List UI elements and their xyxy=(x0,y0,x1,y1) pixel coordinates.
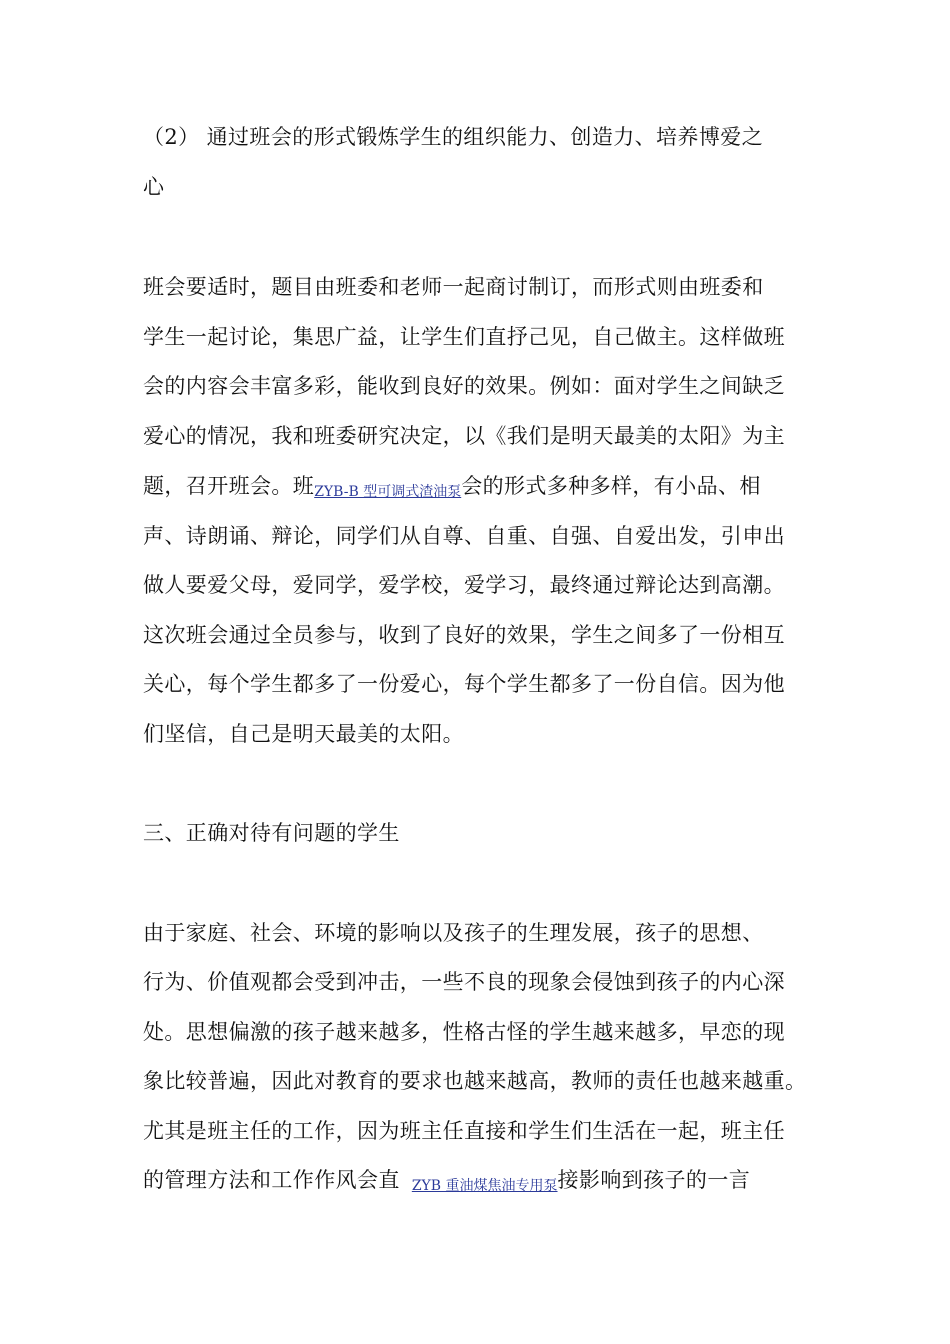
paragraph-heading-line: 心 xyxy=(143,175,165,199)
line-text-after-link: 会的形式多种多样，有小品、相 xyxy=(461,474,761,498)
paragraph-line: 尤其是班主任的工作，因为班主任直接和学生们生活在一起，班主任 xyxy=(143,1119,785,1143)
product-link-zyb[interactable]: ZYB 重油煤焦油专用泵 xyxy=(411,1178,558,1194)
section-heading: 三、正确对待有问题的学生 xyxy=(143,821,400,845)
paragraph-line: 这次班会通过全员参与，收到了良好的效果，学生之间多了一份相互 xyxy=(143,623,785,647)
paragraph-line: 关心，每个学生都多了一份爱心，每个学生都多了一份自信。因为他 xyxy=(143,672,785,696)
line-text-before-link: 的管理方法和工作作风会直 xyxy=(143,1168,400,1192)
paragraph-line: 做人要爱父母，爱同学，爱学校，爱学习，最终通过辩论达到高潮。 xyxy=(143,573,785,597)
paragraph-line: 由于家庭、社会、环境的影响以及孩子的生理发展，孩子的思想、 xyxy=(143,921,764,945)
paragraph-line: 爱心的情况，我和班委研究决定，以《我们是明天最美的太阳》为主 xyxy=(143,424,785,448)
product-link-zyb-b[interactable]: ZYB-B 型可调式渣油泵 xyxy=(314,484,462,500)
paragraph-heading-line: （2） 通过班会的形式锻炼学生的组织能力、创造力、培养博爱之 xyxy=(143,125,764,149)
paragraph-line: 会的内容会丰富多彩，能收到良好的效果。例如：面对学生之间缺乏 xyxy=(143,374,785,398)
paragraph-line: 行为、价值观都会受到冲击，一些不良的现象会侵蚀到孩子的内心深 xyxy=(143,970,785,994)
paragraph-line-with-link xyxy=(143,471,761,501)
line-text-after-link: 接影响到孩子的一言 xyxy=(557,1168,751,1192)
line-text-before-link: 题，召开班会。班 xyxy=(143,474,315,498)
paragraph-line-with-link xyxy=(143,1165,750,1195)
paragraph-line: 声、诗朗诵、辩论，同学们从自尊、自重、自强、自爱出发，引申出 xyxy=(143,524,785,548)
paragraph-line: 们坚信，自己是明天最美的太阳。 xyxy=(143,722,464,746)
paragraph-line: 处。思想偏激的孩子越来越多，性格古怪的学生越来越多，早恋的现 xyxy=(143,1020,785,1044)
paragraph-line: 班会要适时，题目由班委和老师一起商讨制订，而形式则由班委和 xyxy=(143,275,764,299)
paragraph-line: 象比较普遍，因此对教育的要求也越来越高，教师的责任也越来越重。 xyxy=(143,1069,807,1093)
paragraph-line: 学生一起讨论，集思广益，让学生们直抒己见，自己做主。这样做班 xyxy=(143,325,785,349)
